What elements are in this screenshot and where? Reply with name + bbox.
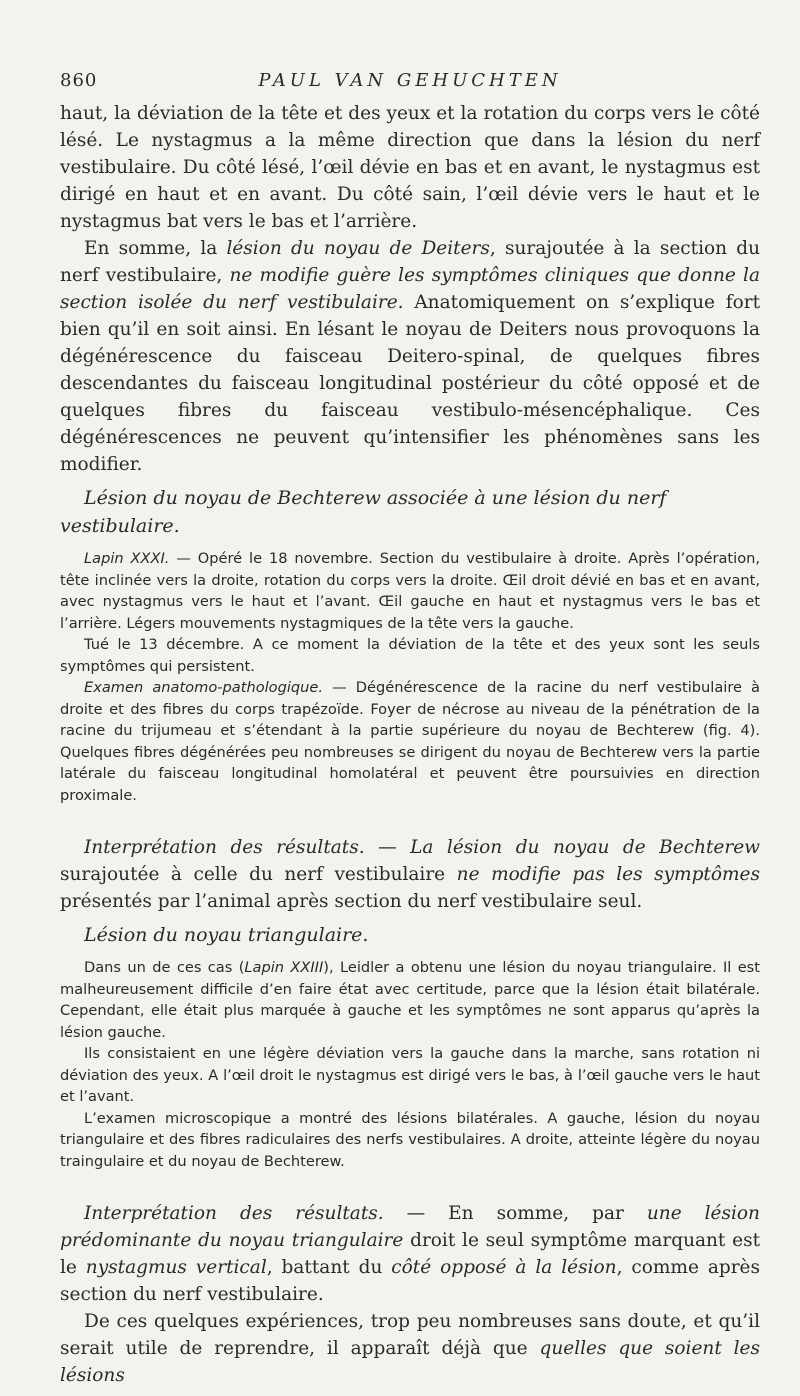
case-report-microscopy: L’examen microscopique a montré des lésions bilatérales. A gauche, lésion du noyau triangulaire et des fibres radiculaires des nerfs vestibulaires. A droite, atteinte légère du noyau traingulaire et du noyau de Bechterew.	[60, 1109, 760, 1170]
text-run: présentés par l’animal après section du nerf vestibulaire seul.	[60, 891, 643, 912]
paragraph-conclusion	[60, 1308, 760, 1389]
emphasis-text: une lésion prédominante du noyau triangulaire	[60, 1203, 760, 1251]
emphasis-text: ne modifie guère les symptômes cliniques que donne la section isolée du nerf vestibulaire.	[60, 265, 760, 313]
emphasis-text: La lésion du noyau de Bechterew	[410, 837, 761, 858]
case-report-outcome: Tué le 13 décembre. A ce moment la déviation de la tête et des yeux sont les seuls symptômes qui persistent.	[60, 636, 760, 675]
text-run: ), Leidler a obtenu une lésion du noyau triangulaire. Il est malheureusement difficile d’en faire état avec certitude, parce que la lésion était bilatérale. Cependant, elle était plus marquée à gauche et les symptômes ne sont apparus qu’après la lésion gauche.	[60, 959, 761, 1041]
emphasis-text: lésion du noyau de Deiters	[226, 238, 490, 259]
interpretation-triangulaire	[60, 1200, 760, 1308]
emphasis-text: Interprétation des résultats.	[84, 837, 365, 858]
case-report-lapin-xxiii	[60, 957, 760, 1043]
case-label: Lapin XXXI.	[84, 550, 170, 567]
text-run: — Dégénérescence de la racine du nerf vestibulaire à droite et des fibres du corps trapézoïde. Foyer de nécrose au niveau de la pénétration de la racine du trijumeau et s’étendant à la partie supérieure du noyau de Bechterew (fig. 4). Quelques fibres dégénérées peu nombreuses se dirigent du noyau de Bechterew vers la partie latérale du faisceau longitudinal homolatéral et peuvent être poursuivies en direction proximale.	[60, 679, 761, 804]
text-run: De ces quelques expériences, trop peu nombreuses sans doute, et qu’il serait utile de reprendre, il apparaît déjà que	[60, 1311, 760, 1359]
case-report-anatomy	[60, 677, 760, 806]
case-report-lapin-xxxi	[60, 548, 760, 634]
page-number: 860	[60, 70, 98, 91]
paragraph-continuation: haut, la déviation de la tête et des yeux et la rotation du corps vers le côté lésé. Le nystagmus a la même direction que dans la lésion du nerf vestibulaire. Du côté lésé, l’œil dévie en bas et en avant, le nystagmus est dirigé en haut et en avant. Du côté sain, l’œil dévie vers le haut et le nystagmus bat vers le bas et l’arrière.	[60, 103, 760, 232]
running-head	[60, 50, 760, 90]
text-run: surajoutée à celle du nerf vestibulaire	[60, 864, 457, 885]
section-heading-triangulaire: Lésion du noyau triangulaire.	[84, 924, 369, 946]
text-run: En somme, la	[84, 238, 227, 259]
case-report-symptoms: Ils consistaient en une légère déviation vers la gauche dans la marche, sans rotation ni déviation des yeux. A l’œil droit le nystagmus est dirigé vers le bas, à l’œil gauche vers le haut et l’avant.	[60, 1045, 760, 1105]
text-run: — En somme, par	[383, 1203, 647, 1224]
text-run: , battant du	[266, 1257, 392, 1278]
text-run: Anatomiquement on s’explique fort bien qu’il en soit ainsi. En lésant le noyau de Deiters nous provoquons la dégénérescence du faisceau Deitero-spinal, de quelques fibres descendantes du faisceau longitudinal postérieur du côté opposé et de quelques fibres du faisceau vestibulo-mésencéphalique. Ces dégénérescences ne peuvent qu’intensifier les phénomènes sans les modifier.	[60, 292, 760, 475]
text-run: , surajoutée à la section du nerf vestibulaire,	[60, 238, 760, 286]
text-run: — Opéré le 18 novembre. Section du vestibulaire à droite. Après l’opération, tête inclinée vers la droite, rotation du corps vers la droite. Œil droit dévié en bas et en avant, avec nystagmus vers le haut et l’avant. Œil gauche en haut et nystagmus vers le bas et l’arrière. Légers mouvements nystagmiques de la tête vers la gauche.	[60, 550, 761, 632]
running-title: PAUL VAN GEHUCHTEN	[258, 70, 562, 91]
text-run: Dans un de ces cas (	[84, 959, 245, 976]
emphasis-text: Interprétation des résultats.	[84, 1203, 384, 1224]
emphasis-text: nystagmus vertical	[85, 1257, 267, 1278]
text-run: —	[364, 837, 411, 858]
section-heading-bechterew: Lésion du noyau de Bechterew associée à une lésion du nerf vestibulaire.	[60, 487, 667, 537]
emphasis-text: quelles que soient les lésions	[60, 1338, 760, 1386]
emphasis-text: Examen anatomo-pathologique.	[84, 679, 324, 696]
case-label: Lapin XXIII	[244, 959, 324, 976]
emphasis-text: ne modifie pas les symptômes	[456, 864, 760, 885]
text-run: , comme après section du nerf vestibulaire.	[60, 1257, 760, 1305]
paragraph-deiters-summary	[60, 235, 760, 478]
interpretation-bechterew	[60, 834, 760, 915]
text-run: droit le seul symptôme marquant est le	[60, 1230, 761, 1278]
emphasis-text: côté opposé à la lésion	[391, 1257, 617, 1278]
